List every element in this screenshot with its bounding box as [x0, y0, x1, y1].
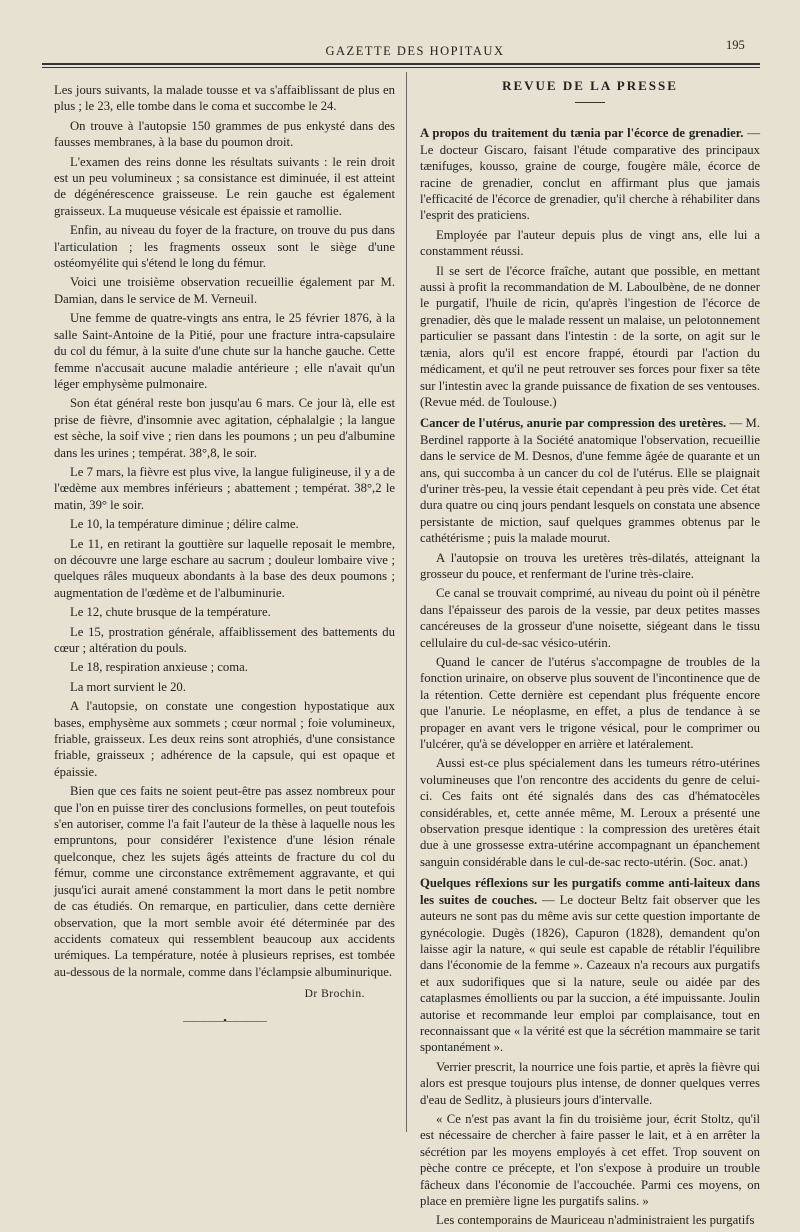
page-number: 195: [726, 38, 745, 52]
paragraph: Employée par l'auteur depuis plus de vingt ans, elle lui a constamment réussi.: [420, 227, 760, 259]
article-3: [420, 875, 760, 1055]
paragraph: Aussi est-ce plus spécialement dans les tumeurs rétro-utérines volumineuses que l'on rencontre des accidents du genre de celui-ci. Ces faits ont été signalés dans des cas d'hématocèles considérables, et, cette année même, M. Leroux a présenté une observation presque identique : la compression des uretères était due à une grossesse extra-utérine accompagnant un épanchement sanguin considérable dans le cul-de-sac recto-utérin. (Soc. anat.): [420, 756, 760, 869]
article-text: — Le docteur Beltz fait observer que les auteurs ne sont pas du même avis sur cette question importante de gynécologie. Dugès (1826), Capuron (1828), demandent qu'on laisse agir la nature, « qui seule est capable de rétablir l'équilibre dans l'économie de la femme ». Cazeaux n'a recours aux purgatifs et aux sudorifiques que si la nature, seule ou aidée par des cataplasmes émollients ou par la succion, a été impuissante. Joulin autorise et recommande leur emploi par complaisance, tout en reconnaissant que « la vérité est que la sécrétion mammaire se tarit spontanément ».: [420, 892, 761, 1055]
end-ornament: ————•————: [183, 1014, 266, 1027]
paragraph: Voici une troisième observation recueillie également par M. Damian, dans le service de M. Verneuil.: [54, 275, 395, 306]
paragraph: Le 12, chute brusque de la température.: [70, 605, 271, 620]
paragraph: Le 11, en retirant la gouttière sur laquelle reposait le membre, on découvre une large eschare au sacrum ; douleur lombaire vive ; quelques râles muqueux abondants à la base des deux poumons ; augmentation de l'œdème et de l'albuminurie.: [54, 536, 395, 600]
page-header: [0, 38, 800, 62]
paragraph: A l'autopsie on trouva les uretères très-dilatés, atteignant la grosseur du pouce, et renfermant de l'urine très-claire.: [420, 550, 760, 581]
paragraph: Le 10, la température diminue ; délire calme.: [70, 517, 299, 532]
article-2: [420, 415, 760, 546]
author-signature: Dr Brochin.: [304, 988, 365, 1001]
journal-title: GAZETTE DES HOPITAUX: [325, 44, 505, 58]
article-text: — Le docteur Giscaro, faisant l'étude comparative des principaux tænifuges, kousso, graine de courge, fougère mâle, écorce de racine de grenadier, conclut en affirmant plus que jamais l'efficacité de l'écorce de grenadier, qu'il cherche à réhabiliter dans l'esprit des praticiens.: [420, 126, 761, 223]
paragraph: Le 7 mars, la fièvre est plus vive, la langue fuligineuse, il y a de l'œdème aux membres inférieurs ; abattement ; températ. 38°,2 le matin, 39° le soir.: [54, 464, 395, 512]
paragraph: Une femme de quatre-vingts ans entra, le 25 février 1876, à la salle Saint-Antoine de la Pitié, pour une fracture intra-capsulaire du col du fémur, à la suite d'une chute sur la hanche gauche. Cette femme n'accusait aucune maladie antérieure ; elle n'avait qu'un léger emphysème pulmonaire.: [54, 311, 395, 391]
header-rule-thin: [42, 67, 760, 68]
paragraph: Le 15, prostration générale, affaiblissement des battements du cœur ; altération du pouls.: [54, 624, 395, 655]
article-title: Cancer de l'utérus, anurie par compression des uretères.: [420, 416, 727, 431]
paragraph: Quand le cancer de l'utérus s'accompagne de troubles de la fonction urinaire, on observe plus souvent de l'incontinence que de la rétention. Cette dernière est cependant plus fréquente encore que l'anurie. Le néoplasme, en effet, a plus de tendance à se propager en avant vers le trigone vésical, pour le comprimer ou l'ulcérer, qu'à se développer en arrière et latéralement.: [420, 655, 760, 752]
paragraph: Enfin, au niveau du foyer de la fracture, on trouve du pus dans l'articulation ; les fragments osseux sont le siège d'une ostéomyélite qui s'étend le long du fémur.: [54, 223, 395, 271]
paragraph: La mort survient le 20.: [70, 679, 186, 694]
paragraph: Bien que ces faits ne soient peut-être pas assez nombreux pour que l'on en puisse tirer des conclusions formelles, on peut toutefois s'en autoriser, comme l'a fait l'auteur de la thèse à laquelle nous les empruntons, pour considérer l'existence d'une lésion rénale quelconque, chez les sujets âgés atteints de fracture du col du fémur, comme une circonstance extrêmement aggravante, et qui jusqu'ici aurait amené constamment la mort dans le petit nombre de cas étudiés. On remarque, en particulier, dans cette dernière observation, que la mort semble avoir été déterminée par des accidents comateux qui ressemblent beaucoup aux accidents urémiques. La température, notée à plusieurs reprises, est tombée au-dessous de la normale, comme dans l'éclampsie albuminurique.: [54, 784, 395, 979]
paragraph: Son état général reste bon jusqu'au 6 mars. Ce jour là, elle est prise de fièvre, d'insomnie avec agitation, céphalalgie ; la langue est sèche, la soif vive ; rien dans les poumons ; un peu d'albumine dans les urines ; températ. 38°,8, le soir.: [54, 396, 395, 460]
paragraph: A l'autopsie, on constate une congestion hypostatique aux bases, emphysème aux sommets ; cœur normal ; foie volumineux, friable, graisseux. Les deux reins sont atrophiés, d'une consistance friable, graisseux ; adhérence de la capsule, qui est opaque et épaissie.: [54, 699, 395, 779]
paragraph: Les jours suivants, la malade tousse et va s'affaiblissant de plus en plus ; le 23, elle tombe dans le coma et succombe le 24.: [54, 83, 395, 114]
header-rule: [42, 63, 760, 65]
left-column: [54, 82, 395, 1029]
article-text: — M. Berdinel rapporte à la Société anatomique l'observation, recueillie dans le service de M. Desnos, d'une femme âgée de quarante et un ans, qui succomba à un cancer du col de l'utérus. Elle se plaignait d'uriner très-peu, la vessie était cependant à peu près vide. Cet état dura quatre ou cinq jours pendant lesquels on constata une absence persistante de miction, sauf quelques grammes obtenus par le cathétérisme ; puis la malade mourut.: [420, 416, 761, 546]
paragraph: Il se sert de l'écorce fraîche, autant que possible, en mettant aussi à profit la recommandation de M. Laboulbène, de ne donner le purgatif, l'huile de ricin, qu'après l'ingestion de l'écorce de grenadier, dès que le malade ressent un malaise, un pelotonnement particulier se passant dans l'intestin : de la sorte, on agit sur le tænia, alors qu'il est encore frappé, étourdi par l'action du médicament, et qu'il ne peut retrouver ses forces pour fixer sa tête sur l'intestin avec la grande puissance de fixation de ses ventouses. (Revue méd. de Toulouse.): [420, 263, 760, 409]
paragraph: On trouve à l'autopsie 150 grammes de pus enkysté dans des fausses membranes, à la base du poumon droit.: [54, 118, 395, 150]
right-column: [420, 78, 760, 1232]
paragraph: L'examen des reins donne les résultats suivants : le rein droit est un peu volumineux ; sa consistance est diminuée, il est atteint de dégénérescence graisseuse. Le rein gauche est également graisseux. La muqueuse vésicale est épaissie et ramollie.: [54, 154, 395, 218]
section-title: REVUE DE LA PRESSE: [502, 78, 678, 93]
article-title: Quelques réflexions sur les purgatifs comme anti-laiteux dans les suites de couches.: [420, 876, 760, 907]
paragraph: « Ce n'est pas avant la fin du troisième jour, écrit Stoltz, qu'il est nécessaire de chercher à faire passer le lait, et à en arrêter la sécrétion par les moyens employés à cet effet. Trop souvent on pèche contre ce précepte, et l'on s'expose à produire un trouble fâcheux dans l'économie de l'accouchée. Parmi ces moyens, on place en première ligne les purgatifs salins. »: [420, 1111, 760, 1208]
column-divider: [406, 72, 407, 1132]
paragraph: Verrier prescrit, la nourrice une fois partie, et après la fièvre qui alors est presque toujours plus intense, de donner quelques verres d'eau de Sedlitz, à plusieurs jours d'intervalle.: [420, 1059, 760, 1107]
article-1: [420, 125, 760, 223]
paragraph: Le 18, respiration anxieuse ; coma.: [70, 660, 248, 675]
paragraph: Les contemporains de Mauriceau n'administraient les purgatifs: [436, 1213, 755, 1228]
section-rule: [575, 102, 605, 103]
paragraph: Ce canal se trouvait comprimé, au niveau du point où il pénètre dans l'épaisseur des parois de la vessie, par deux petites masses cancéreuses de la grosseur d'une noisette, siégeant dans le tissu cellulaire du cul-de-sac vésico-utérin.: [420, 586, 760, 650]
article-title: A propos du traitement du tænia par l'écorce de grenadier.: [420, 126, 744, 141]
